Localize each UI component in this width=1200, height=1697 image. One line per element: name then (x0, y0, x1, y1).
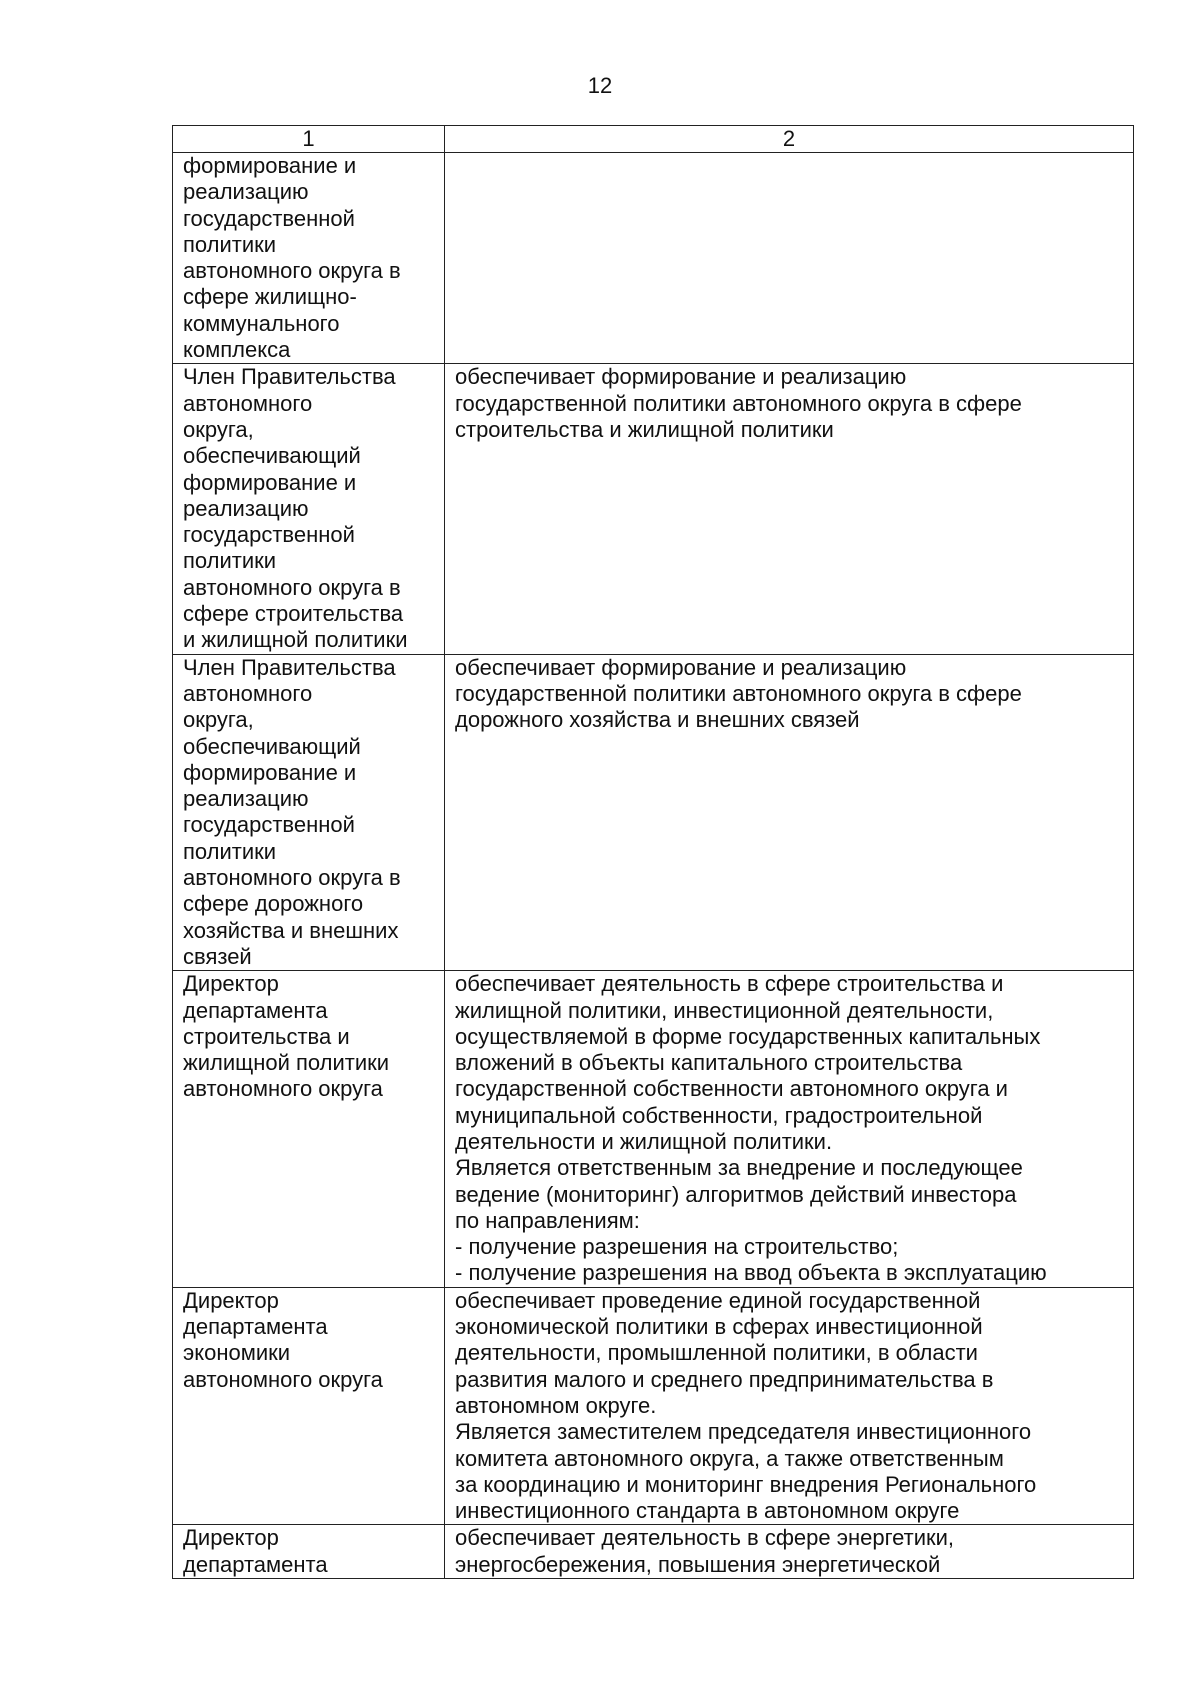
table-row (173, 971, 1134, 1288)
duties-cell (445, 1287, 1134, 1525)
role-cell (173, 1287, 445, 1525)
table-row (173, 364, 1134, 654)
table-row (173, 1287, 1134, 1525)
role-cell (173, 364, 445, 654)
table-row (173, 654, 1134, 971)
column-header-2: 2 (445, 126, 1134, 153)
duties-cell (445, 971, 1134, 1288)
duties-cell (445, 1525, 1134, 1579)
responsibility-table (172, 125, 1134, 1579)
role-cell (173, 971, 445, 1288)
role-text: Директор департамента (183, 1525, 328, 1577)
role-text: Член Правительства автономного округа, обеспечивающий формирование и реализацию государственной политики автономного округа в сфере дорожного хозяйства и внешних связей (183, 654, 401, 969)
role-text: формирование и реализацию государственной политики автономного округа в сфере жилищно- коммунального комплекса (183, 153, 401, 363)
duties-cell (445, 654, 1134, 971)
role-text: Директор департамента строительства и жилищной политики автономного округа (183, 971, 390, 1102)
column-header-1: 1 (173, 126, 445, 153)
duties-text: обеспечивает проведение единой государственной экономической политики в сферах инвестиционной деятельности, промышленной политики, в области развития малого и среднего предпринимательства в автономном округе. Является заместителем председателя инвестиционного комитета автономного округа, а также ответственным за координацию и мониторинг внедрения Регионального инвестиционного стандарта в автономном округе (455, 1287, 1037, 1524)
table-row (173, 1525, 1134, 1579)
duties-text: обеспечивает деятельность в сфере энергетики, энергосбережения, повышения энергетической (455, 1525, 955, 1577)
duties-text: обеспечивает формирование и реализацию государственной политики автономного округа в сфере строительства и жилищной политики (455, 364, 1022, 442)
role-cell (173, 1525, 445, 1579)
role-cell (173, 654, 445, 971)
role-cell (173, 153, 445, 364)
duties-text: обеспечивает деятельность в сфере строительства и жилищной политики, инвестиционной деятельности, осуществляемой в форме государственных капитальных вложений в объекты капитального строительства государственной собственности автономного округа и муниципальной собственности, градостроительной деятельности и жилищной политики. Является ответственным за внедрение и последующее ведение (мониторинг) алгоритмов действий инвестора по направлениям: - получение разрешения на строительство; - получение разрешения на ввод объекта в эксплуатацию (455, 971, 1047, 1286)
duties-cell (445, 364, 1134, 654)
table-header-row (173, 126, 1134, 153)
duties-cell (445, 153, 1134, 364)
role-text: Член Правительства автономного округа, обеспечивающий формирование и реализацию государственной политики автономного округа в сфере строительства и жилищной политики (183, 364, 408, 653)
page-number: 12 (587, 73, 613, 98)
duties-text: обеспечивает формирование и реализацию государственной политики автономного округа в сфере дорожного хозяйства и внешних связей (455, 654, 1022, 733)
role-text: Директор департамента экономики автономного округа (183, 1287, 383, 1392)
table-row (173, 153, 1134, 364)
